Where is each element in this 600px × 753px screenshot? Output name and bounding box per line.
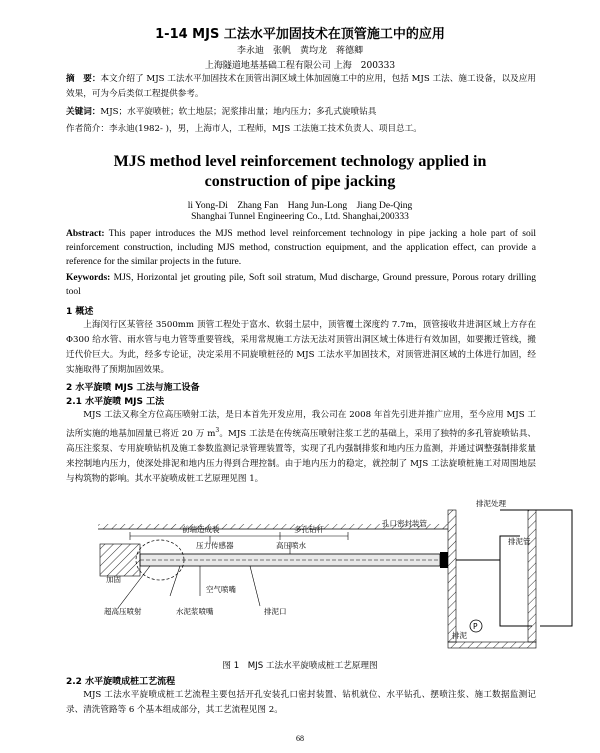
author-note-label: 作者简介： xyxy=(66,124,109,134)
author-note xyxy=(66,122,536,137)
label-multi-drill: 多孔钻杆 xyxy=(294,525,324,534)
label-air-jet: 空气喷嘴 xyxy=(206,585,236,594)
keywords-cn xyxy=(66,105,536,120)
section22-heading: 2.2 水平旋喷成桩工艺流程 xyxy=(66,677,176,687)
label-uhp-jet: 超高压喷射 xyxy=(104,607,142,616)
keywords-label-cn: 关键词： xyxy=(66,107,101,117)
section21-heading: 2.1 水平旋喷 MJS 工法 xyxy=(66,397,165,407)
affiliation-cn: 上海隧道地基基础工程有限公司 上海 200333 xyxy=(204,61,396,71)
label-hole-seal: 孔口密封装管 xyxy=(382,519,427,528)
abstract-label-cn: 摘 要： xyxy=(66,74,101,84)
section21-text xyxy=(66,408,536,487)
authors-cn: 李永迪 张帆 黄均龙 蒋德卿 xyxy=(236,46,363,56)
section21-sup: 3 xyxy=(215,427,220,434)
authors-en: li Yong-Di Zhang Fan Hang Jun-Long Jiang De-Qing xyxy=(187,201,413,211)
keywords-text-en: MJS, Horizontal jet grouting pile, Soft soil stratum, Mud discharge, Ground pressure, Porous rotary drilling tool xyxy=(66,273,536,297)
affiliation-en: Shanghai Tunnel Engineering Co., Ltd. Shanghai,200333 xyxy=(191,212,409,222)
hole-seal xyxy=(440,552,448,568)
label-discharge: 排泥 xyxy=(452,631,467,640)
figure1-caption: 图 1 MJS 工法水平旋喷成桩工艺原理图 xyxy=(222,661,378,671)
label-grout-nozzle: 水泥浆喷嘴 xyxy=(176,607,214,616)
figure1-diagram xyxy=(0,496,600,656)
shaft-floor xyxy=(448,642,536,648)
section22-text: MJS 工法水平旋喷成桩工艺流程主要包括开孔安装孔口密封装置、钻机就位、水平钻孔、摆喷注浆、施工数据监测记录、清洗管路等 6 个基本组成部分，其工艺流程见图 2。 xyxy=(66,690,536,715)
abstract-en xyxy=(66,227,536,269)
abstract-label-en: Abstract: xyxy=(66,229,105,239)
shaft-wall-left xyxy=(448,510,456,642)
label-pressure-sensor: 压力传感器 xyxy=(196,541,234,550)
shaft-wall-right xyxy=(528,510,536,642)
keywords-label-en: Keywords: xyxy=(66,273,111,283)
label-mud-pipe: 排泥管 xyxy=(508,537,531,546)
grout-body xyxy=(100,544,140,576)
section2-heading: 2 水平旋喷 MJS 工法与施工设备 xyxy=(66,383,200,393)
paper-title-cn: 1-14 MJS 工法水平加固技术在顶管施工中的应用 xyxy=(155,27,445,42)
section1-heading: 1 概述 xyxy=(66,307,94,317)
label-mud-outlet: 排泥口 xyxy=(264,607,287,616)
paper-title-en: MJS method level reinforcement technology applied in construction of pipe jacking xyxy=(113,153,487,190)
label-front-device: 前端造成装 xyxy=(182,525,220,534)
abstract-text-cn: 本文介绍了 MJS 工法水平加固技术在顶管出洞区域土体加固施工中的应用，包括 MJS 工法、施工设备，以及应用效果，可为今后类似工程提供参考。 xyxy=(66,74,536,99)
abstract-text-en: This paper introduces the MJS method level reinforcement technology in pipe jacking a hole part of soil reinforcement construction, including MJS method, construction equipment, and the application effect, can provide a reference for the similar projects in the future. xyxy=(66,229,536,267)
section1-text: 上海闵行区某管径 3500mm 顶管工程处于富水、软弱土层中，顶管覆土深度约 7.7m，顶管接收井进洞区域上方存在 Φ300 给水管、雨水管与电力管等重要管线，采用常规施工方法无法对顶管出洞区域土体进行有效加固，如要搬迁管线，搬迁代价巨大。为此，经多专论证，决定采用不同旋喷桩径的 MJS 工法水平加固技术，对顶管进洞区域的土体进行加固，经实施取得了预期加固效果。 xyxy=(66,320,536,375)
label-pressurize: 加固 xyxy=(106,575,121,584)
keywords-text-cn: MJS；水平旋喷桩；软土地层；泥浆排出量；地内压力；多孔式旋喷钻具 xyxy=(100,107,377,117)
abstract-cn xyxy=(66,72,536,102)
label-hp-water: 高压喷水 xyxy=(276,541,306,550)
keywords-en xyxy=(66,271,536,299)
section21-text-a: MJS 工法又称全方位高压喷射工法，是日本首先开发应用，我公司在 2008 年首先引进并推广应用，至今应用 MJS 工法所实施的地基加固量已将近 20 万 m xyxy=(66,410,536,439)
label-pump: P xyxy=(473,622,478,631)
author-note-text: 李永迪(1982- )，男，上海市人，工程师，MJS 工法施工技术负责人、项目总工。 xyxy=(108,124,422,134)
label-mud-treatment: 排泥处理 xyxy=(476,499,506,508)
section21-text-b: 。MJS 工法是在传统高压喷射注浆工艺的基础上，采用了独特的多孔管旋喷钻具、高压注浆泵、专用旋喷钻机及施工参数监测记录管理装置等，实现了孔内强制排浆和地内压力监测，并通过调整强制排浆量来控制地内压力，使深处排泥和地内压力得到合理控制。由于地内压力的稳定，就控制了 MJS 工法旋喷桩施工对周围地层与构筑物的影响。其水平旋喷成桩工艺原理见图 1。 xyxy=(66,428,536,484)
page-number: 68 xyxy=(296,734,304,743)
